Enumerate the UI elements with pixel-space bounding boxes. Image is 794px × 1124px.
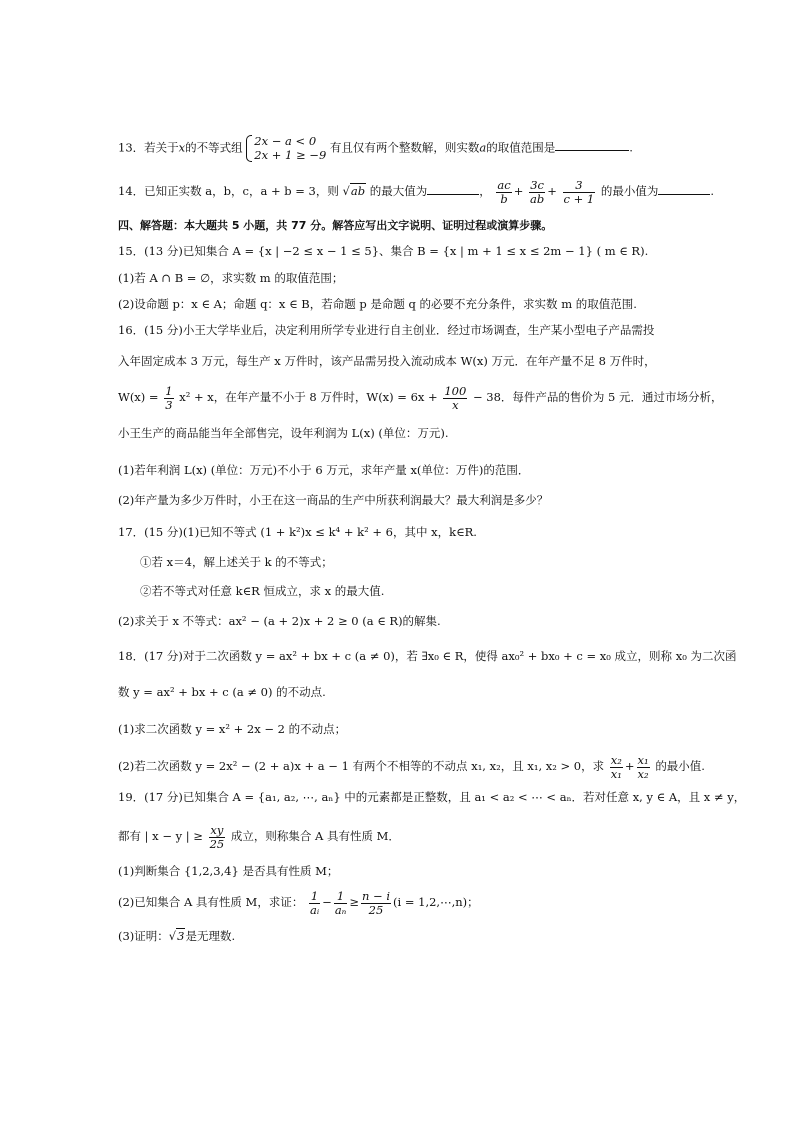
q19-part-3 <box>118 930 235 943</box>
q13-post: 有且仅有两个整数解，则实数 <box>329 140 480 155</box>
q19-fraction-1 <box>309 890 320 916</box>
q18-fraction-2 <box>637 754 650 780</box>
q17-part-1a: ①若 x＝4，解上述关于 k 的不等式； <box>140 555 333 569</box>
q16-stem-line-4: 小王生产的商品能当年全部售完，设年利润为 L(x) (单位：万元). <box>118 426 449 440</box>
q19-frac-den: 25 <box>209 836 225 851</box>
q16-fraction-one-third <box>164 385 173 411</box>
q14-f3-num: 3 <box>575 178 583 192</box>
q19-frac-num: xy <box>210 823 224 837</box>
q19-f2-den: aₙ <box>334 902 347 917</box>
q18-f1-num: x₂ <box>610 753 622 767</box>
q19-stem-line-1: 19．(17 分)已知集合 A = {a₁, a₂, ⋯, aₙ} 中的元素都是正整数，且 a₁ < a₂ < ⋯ < aₙ．若对任意 x, y ∈ A，且 x ≠ y， <box>118 790 746 804</box>
q13-mid: 的不等式组 <box>185 140 243 155</box>
q14-f1-num: ac <box>497 178 511 192</box>
q14-plus-1: + <box>513 184 524 199</box>
q18-stem-line-2: 数 y = ax² + bx + c (a ≠ 0) 的不动点. <box>118 685 326 699</box>
q19-f1-num: 1 <box>310 889 319 903</box>
q14-line <box>118 179 714 205</box>
q16-stem-line-3 <box>118 385 723 411</box>
q18-fraction-1 <box>610 754 623 780</box>
q15-part-2: (2)设命题 p：x ∈ A；命题 q：x ∈ B，若命题 p 是命题 q 的必要不充分条件，求实数 m 的取值范围. <box>118 297 637 311</box>
q14-fraction-3 <box>563 179 596 205</box>
q14-f2-num: 3c <box>530 178 544 192</box>
q18-f2-den: x₂ <box>637 766 649 781</box>
q13-ineq-1: 2x − a < 0 <box>254 134 317 148</box>
q19-f3-den: 25 <box>361 903 391 917</box>
q19-fraction-3 <box>361 890 391 916</box>
q19-condition-post: 成立，则称集合 A 具有性质 M． <box>230 829 400 844</box>
q16-w-def-3: − 38．每件产品的售价为 5 元．通过市场分析， <box>472 390 723 405</box>
q16-w-def-2: x² + x，在年产量不小于 8 万件时，W(x) = 6x + <box>179 390 438 405</box>
q14-f3-den: c + 1 <box>563 191 595 206</box>
q13-answer-blank <box>555 150 629 151</box>
q19-f3-num: n − i <box>361 889 391 903</box>
q19-part-2 <box>118 890 479 916</box>
q16-fraction-100-over-x <box>443 385 467 411</box>
q14-fraction-1 <box>496 179 511 205</box>
q14-prefix: 14．已知正实数 a，b，c，a + b = 3，则 <box>118 184 339 199</box>
q18-part-1: (1)求二次函数 y = x² + 2x − 2 的不动点； <box>118 722 347 736</box>
q17-stem: 17．(15 分)(1)已知不等式 (1 + k²)x ≤ k⁴ + k² + 6，其中 x，k∈R. <box>118 525 477 539</box>
q14-sqrt-radicand: ab <box>350 184 366 199</box>
q18-stem-line-1: 18．(17 分)对于二次函数 y = ax² + bx + c (a ≠ 0)，若 ∃x₀ ∈ R，使得 ax₀² + bx₀ + c = x₀ 成立，则称 x₀ 为二次函 <box>118 649 737 663</box>
q14-answer-blank-1 <box>427 194 479 195</box>
section-heading: 四、解答题：本大题共 5 小题，共 77 分。解答应写出文字说明、证明过程或演算步骤。 <box>118 219 553 232</box>
q19-stem-line-2 <box>118 824 400 850</box>
q18-f1-den: x₁ <box>610 766 622 781</box>
q19-part-2-text: (2)已知集合 A 具有性质 M，求证： <box>118 895 304 910</box>
q18-part-2 <box>118 754 705 780</box>
q16-frac2-den: x <box>443 398 467 412</box>
q19-sqrt-3: √3 <box>168 929 185 943</box>
q14-post: 的最小值为 <box>600 184 659 199</box>
q14-mid: 的最大值为 <box>369 184 428 199</box>
q14-f1-den: b <box>496 192 511 206</box>
q13-line <box>118 134 633 163</box>
q16-part-1: (1)若年利润 L(x) (单位：万元)不小于 6 万元，求年产量 x(单位：万件)的范围． <box>118 463 530 477</box>
q19-sqrt-radicand: 3 <box>177 929 185 943</box>
q13-end: . <box>629 140 633 155</box>
q14-answer-blank-2 <box>658 194 710 195</box>
q13-ineq-2: 2x + 1 ≥ −9 <box>254 148 327 163</box>
q14-fraction-2 <box>529 179 545 205</box>
q16-frac1-num: 1 <box>165 384 173 398</box>
q16-stem-line-2: 入年固定成本 3 万元，每生产 x 万件时，该产品需另投入流动成本 W(x) 万元．在年产量不足 8 万件时， <box>118 354 656 368</box>
q13-inequality-system <box>246 134 326 163</box>
q14-plus-2: + <box>547 184 557 199</box>
q19-part-2-post: (i = 1,2,⋯,n)； <box>393 895 479 910</box>
q15-stem: 15．(13 分)已知集合 A = {x | −2 ≤ x − 1 ≤ 5}、集合 B = {x | m + 1 ≤ x ≤ 2m − 1} ( m ∈ R). <box>118 244 649 258</box>
q19-part-3-post: 是无理数. <box>185 929 236 943</box>
q13-var-x: x <box>178 140 186 155</box>
q19-part-1: (1)判断集合 {1,2,3,4} 是否具有性质 M； <box>118 864 339 878</box>
q19-ge: ≥ <box>349 895 359 910</box>
q18-part-2-text: (2)若二次函数 y = 2x² − (2 + a)x + a − 1 有两个不相等的不动点 x₁, x₂，且 x₁, x₂ > 0，求 <box>118 759 605 774</box>
q18-part-2-post: 的最小值. <box>655 759 705 774</box>
q19-fraction-2 <box>334 890 348 916</box>
q15-part-1: (1)若 A ∩ B = ∅，求实数 m 的取值范围； <box>118 271 344 285</box>
q13-prefix: 13．若关于 <box>118 140 179 155</box>
q14-sqrt: √ab <box>342 184 366 199</box>
q13-var-a: a <box>479 140 487 155</box>
q16-part-2: (2)年产量为多少万件时，小王在这一商品的生产中所获利润最大？最大利润是多少？ <box>118 493 549 507</box>
q19-f1-den: aᵢ <box>310 902 320 917</box>
q14-end: . <box>710 184 715 199</box>
q19-minus: − <box>322 895 332 910</box>
q14-mid2: ， <box>479 184 491 199</box>
q17-part-2: (2)求关于 x 不等式：ax² − (a + 2)x + 2 ≥ 0 (a ∈ R)的解集. <box>118 614 441 628</box>
q17-part-1b: ②若不等式对任意 k∈R 恒成立，求 x 的最大值. <box>140 584 385 598</box>
q19-condition-pre: 都有 | x − y | ≥ <box>118 829 203 844</box>
q16-frac2-num: 100 <box>444 384 467 398</box>
q16-w-def-1: W(x) = <box>118 390 159 405</box>
q16-frac1-den: 3 <box>165 397 173 412</box>
q18-plus: + <box>624 759 635 774</box>
q19-fraction-xy-25 <box>209 824 226 850</box>
q19-f2-num: 1 <box>336 889 345 903</box>
q14-f2-den: ab <box>529 191 545 206</box>
q13-post2: 的取值范围是 <box>486 140 556 155</box>
q19-part-3-text: (3)证明： <box>118 929 169 943</box>
q18-f2-num: x₁ <box>637 753 649 767</box>
q16-stem-line-1: 16．(15 分)小王大学毕业后，决定利用所学专业进行自主创业．经过市场调查，生产某小型电子产品需投 <box>118 323 655 337</box>
